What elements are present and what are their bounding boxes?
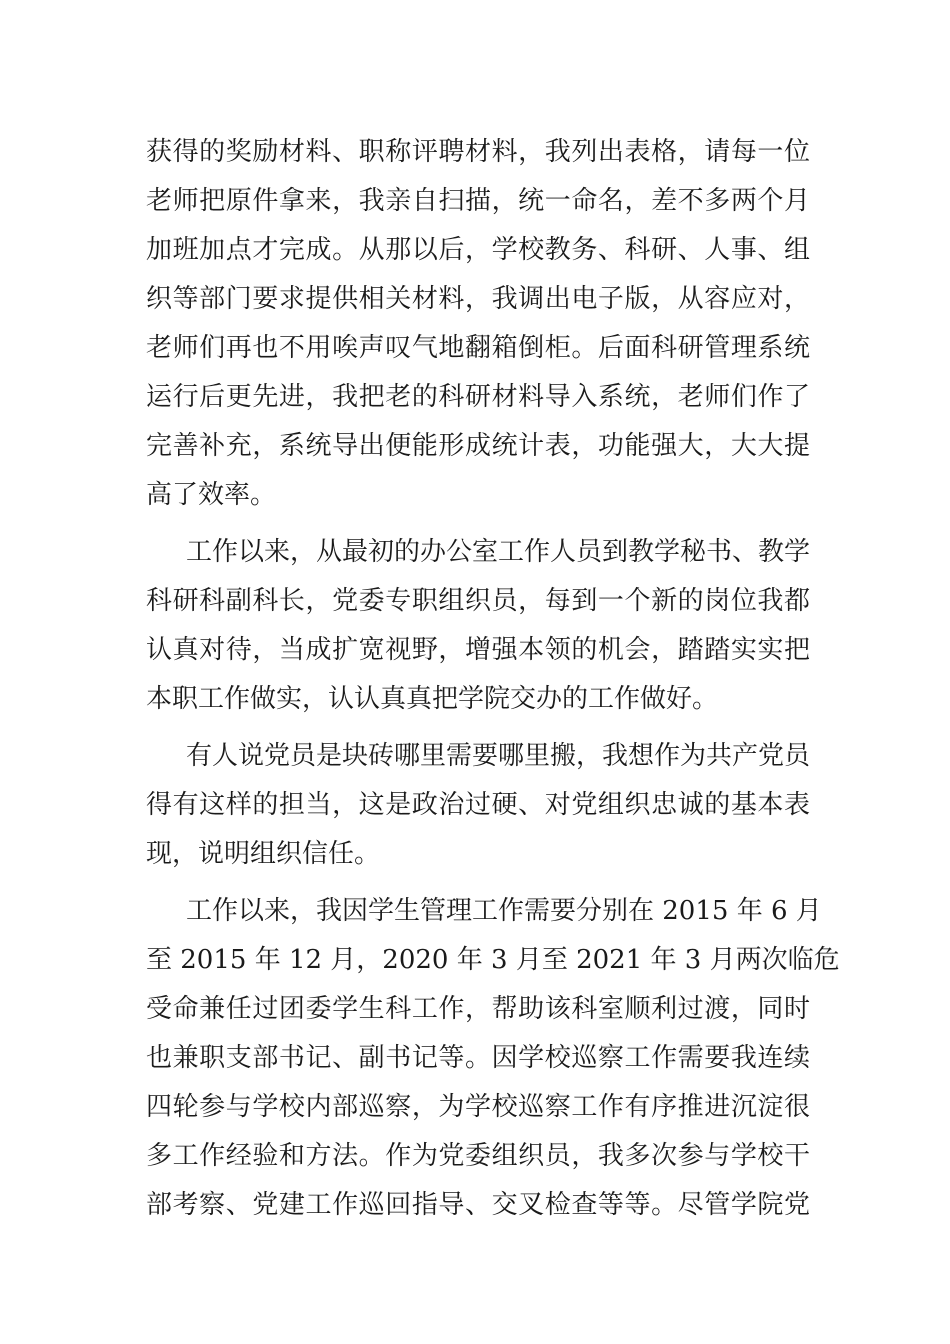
text-line: 有人说党员是块砖哪里需要哪里搬，我想作为共产党员	[186, 741, 811, 771]
text-line: 高了效率。	[146, 480, 277, 510]
text-line: 运行后更先进，我把老的科研材料导入系统，老师们作了	[146, 382, 810, 412]
text-line: 科研科副科长，党委专职组织员，每到一个新的岗位我都	[146, 586, 810, 616]
text-line: 多工作经验和方法。作为党委组织员，我多次参与学校干	[146, 1141, 810, 1171]
text-line: 本职工作做实，认认真真把学院交办的工作做好。	[146, 684, 719, 714]
text-line: 至 2015 年 12 月，2020 年 3 月至 2021 年 3 月两次临危	[146, 945, 840, 975]
text-line: 工作以来，从最初的办公室工作人员到教学秘书、教学	[186, 537, 811, 567]
text-line: 受命兼任过团委学生科工作，帮助该科室顺利过渡，同时	[146, 994, 810, 1024]
text-line: 现，说明组织信任。	[146, 839, 381, 869]
paragraph	[146, 528, 810, 724]
text-line: 四轮参与学校内部巡察，为学校巡察工作有序推进沉淀很	[146, 1092, 810, 1122]
text-line: 部考察、党建工作巡回指导、交叉检查等等。尽管学院党	[146, 1190, 810, 1220]
text-line: 工作以来，我因学生管理工作需要分别在 2015 年 6 月	[186, 896, 822, 926]
paragraph	[146, 128, 810, 520]
text-line: 老师把原件拿来，我亲自扫描，统一命名，差不多两个月	[146, 186, 810, 216]
text-line: 认真对待，当成扩宽视野，增强本领的机会，踏踏实实把	[146, 635, 810, 665]
document-body	[146, 128, 840, 1230]
text-line: 老师们再也不用唉声叹气地翻箱倒柜。后面科研管理系统	[146, 333, 810, 363]
text-line: 织等部门要求提供相关材料，我调出电子版，从容应对，	[146, 284, 810, 314]
text-line: 加班加点才完成。从那以后，学校教务、科研、人事、组	[146, 235, 810, 265]
paragraph	[146, 732, 810, 879]
text-line: 获得的奖励材料、职称评聘材料，我列出表格，请每一位	[146, 137, 810, 167]
text-line: 也兼职支部书记、副书记等。因学校巡察工作需要我连续	[146, 1043, 810, 1073]
paragraph	[146, 887, 840, 1230]
text-line: 完善补充，系统导出便能形成统计表，功能强大，大大提	[146, 431, 810, 461]
text-line: 得有这样的担当，这是政治过硬、对党组织忠诚的基本表	[146, 790, 810, 820]
